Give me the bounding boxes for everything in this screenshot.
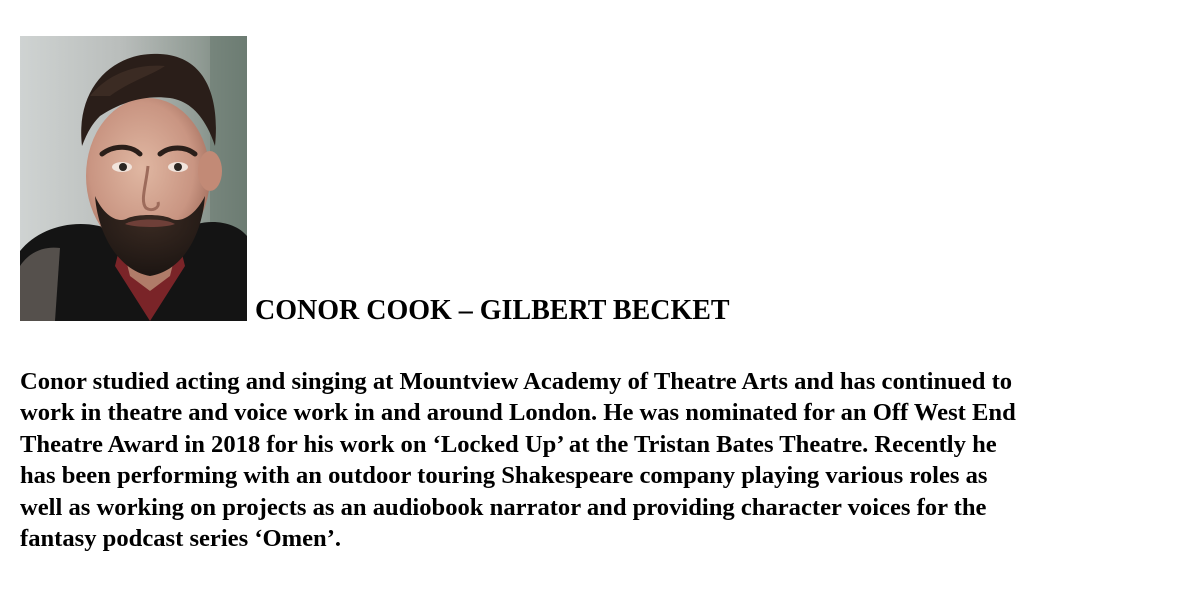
bio-line: well as working on projects as an audiobook narrator and providing character voices for the	[20, 493, 987, 521]
bio-line: Theatre Award in 2018 for his work on ‘Locked Up’ at the Tristan Bates Theatre. Recently he	[20, 430, 997, 458]
headshot-photo	[20, 36, 247, 321]
bio-line: has been performing with an outdoor touring Shakespeare company playing various roles as	[20, 462, 988, 490]
bio-line: work in theatre and voice work in and around London. He was nominated for an Off West End	[20, 399, 1016, 427]
bio-line: Conor studied acting and singing at Mountview Academy of Theatre Arts and has continued to	[20, 368, 1013, 395]
actor-biography	[20, 366, 1185, 554]
actor-name-heading: CONOR COOK – GILBERT BECKET	[255, 295, 730, 326]
bio-line: fantasy podcast series ‘Omen’.	[20, 525, 342, 553]
